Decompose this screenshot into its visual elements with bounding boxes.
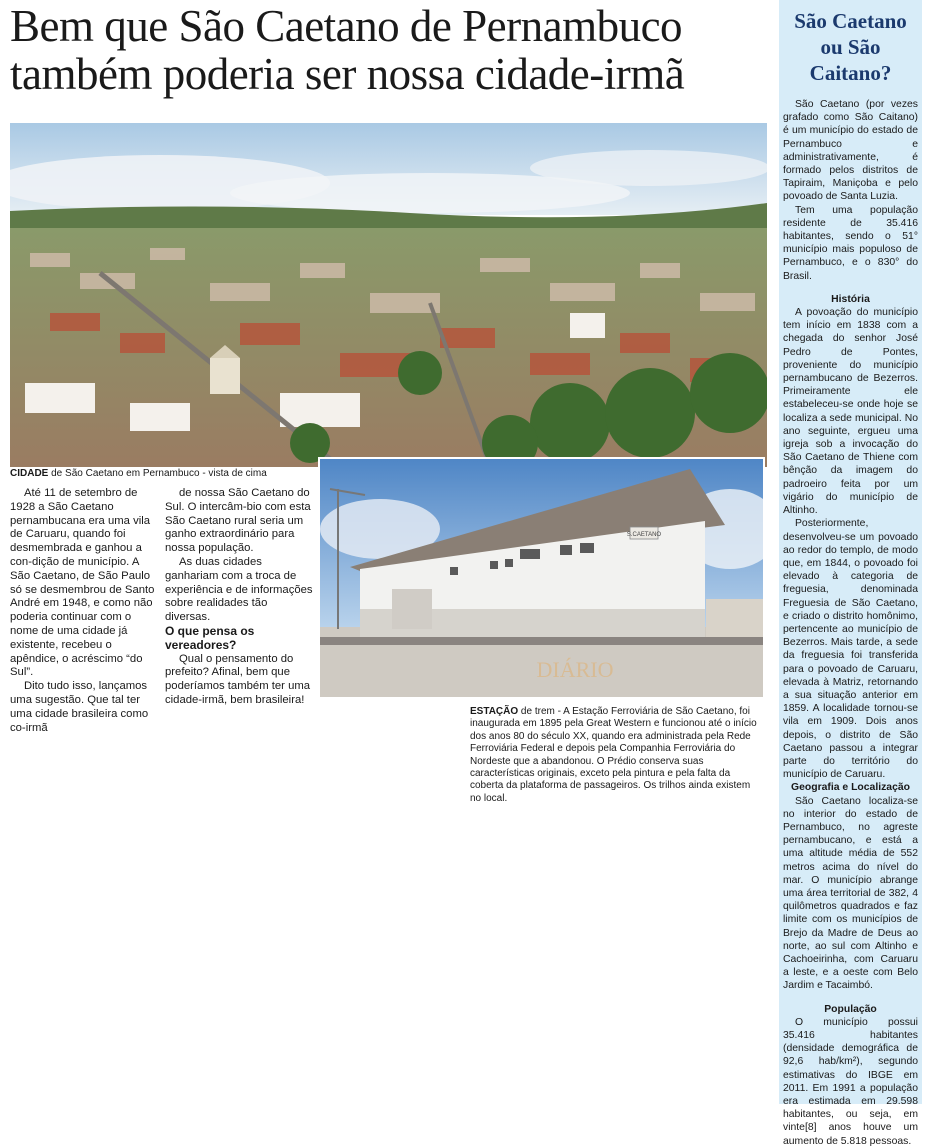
sidebar-section-heading: História xyxy=(831,293,870,305)
sidebar-section-heading: População xyxy=(824,1003,877,1015)
train-station-photo xyxy=(318,457,765,699)
sidebar-paragraph: Tem uma população residente de 35.416 habitantes, sendo o 51° município mais populoso de Pernambuco, e o 830° do Brasil. xyxy=(783,204,918,282)
article-subhead: O que pensa os vereadores? xyxy=(165,623,255,652)
city-caption-label: CIDADE xyxy=(10,468,49,479)
headline: Bem que São Caetano de Pernambuco também poderia ser nossa cidade-irmã xyxy=(10,1,685,99)
sidebar-paragraph: Posteriormente, desenvolveu-se um povoado ao redor do templo, de modo que, em 1844, o povoado foi elevado à categoria de freguesia, denominada Freguesia de São Caetano, e criado o distrito homônimo, pertencente ao município de Bezerros. Mais tarde, a sede da freguesia foi transferida para o povoado de Caruaru, elevada à Matriz, retornando a sua situação anterior em 1859. A localidade tornou-se vila em 1909. Dois anos depois, o distrito de São Caetano passou a integrar parte do território do município de Caruaru. xyxy=(783,518,918,781)
sidebar-paragraph: O município possui 35.416 habitantes (densidade demográfica de 92,6 hab/km²), segundo estimativas do IBGE em 2011. Em 1991 a população era estimada em 29.598 habitantes, ou seja, em vinte[8] anos houve um aumento de 5.818 pessoas. xyxy=(783,1016,918,1147)
sidebar-box xyxy=(779,0,922,1147)
station-illustration xyxy=(320,459,763,697)
article-paragraph: de nossa São Caetano do Sul. O intercâm-bio com esta São Caetano rural seria um ganho extraordinário para nossa população. xyxy=(165,487,311,555)
city-aerial-illustration xyxy=(10,123,767,467)
article-column-1 xyxy=(10,487,155,735)
article-paragraph: Dito tudo isso, lançamos uma sugestão. Que tal ter uma cidade brasileira como co-irmã xyxy=(10,680,149,734)
city-aerial-photo xyxy=(10,123,767,467)
sidebar-paragraph: São Caetano localiza-se no interior do estado de Pernambuco, no agreste pernambucano, e está a uma altitude média de 552 metros acima do nível do mar. O município abrange uma área territorial de 382, 4 quilômetros quadrados e faz limite com os municípios de Brejo da Madre de Deus ao norte, ao sul com Altinho e Cachoeirinha, com Caruaru a leste, e a oeste com Belo Jardim e Tacaimbó. xyxy=(783,795,918,992)
watermark: DIÁRIO xyxy=(536,657,614,682)
article-paragraph: As duas cidades ganhariam com a troca de experiência e de informações sobre realidades tão diversas. xyxy=(165,555,313,624)
city-caption-text: de São Caetano em Pernambuco - vista de cima xyxy=(48,468,267,479)
sidebar-section-heading: Geografia e Localização xyxy=(791,782,910,794)
station-caption-label: ESTAÇÃO xyxy=(470,706,519,717)
sidebar-paragraph: A povoação do município tem início em 1838 com a chegada do senhor José Pedro de Pontes, proveniente do município pernambucano de Bezerros. Primeiramente ele estabeleceu-se onde hoje se localiza a sede municipal. No ano seguinte, ergueu uma igreja sob a invocação do São Caetano de Thiene com bênção da imagem do padroeiro feita por um vigário do município de Altinho. xyxy=(783,307,918,517)
station-photo-caption xyxy=(470,706,762,805)
sidebar-body xyxy=(783,98,918,1148)
sidebar-title: São Caetano ou São Caitano? xyxy=(794,9,907,85)
city-photo-caption xyxy=(10,467,310,480)
station-caption-text: de trem - A Estação Ferroviária de São Caetano, foi inaugurada em 1895 pela Great Western e funcionou até o início dos anos 80 do século XX, quando era administrada pela Rede Ferroviária Federal e depois pela Companhia Ferroviária do Nordeste que a abandonou. O Prédio conserva suas características originais, exceto pela pintura e pela falta da coberta da plataforma de passageiros. Os trilhos ainda existem no local. xyxy=(470,706,757,804)
article-paragraph: Até 11 de setembro de 1928 a São Caetano pernambucana era uma vila de Caruaru, quando foi desmembrada e ganhou a con-dição de município. A São Caetano, de São Paulo só se desmembrou de Santo André em 1948, e como não poderia continuar com o nome de uma cidade já existente, recebeu o apêndice, o acréscimo “do Sul”. xyxy=(10,487,155,679)
sidebar-paragraph: São Caetano (por vezes grafado como São Caitano) é um município do estado de Pernambuco e administrativamente, é formado pelos distritos de Tapiraim, Maniçoba e pelo povoado de Santa Luzia. xyxy=(783,99,918,203)
article-column-2 xyxy=(165,487,313,708)
article-paragraph: Qual o pensamento do prefeito? Afinal, bem que poderíamos também ter uma cidade-irmã, bem brasileira! xyxy=(165,652,311,706)
station-sign: S.CAETANO xyxy=(626,532,662,538)
